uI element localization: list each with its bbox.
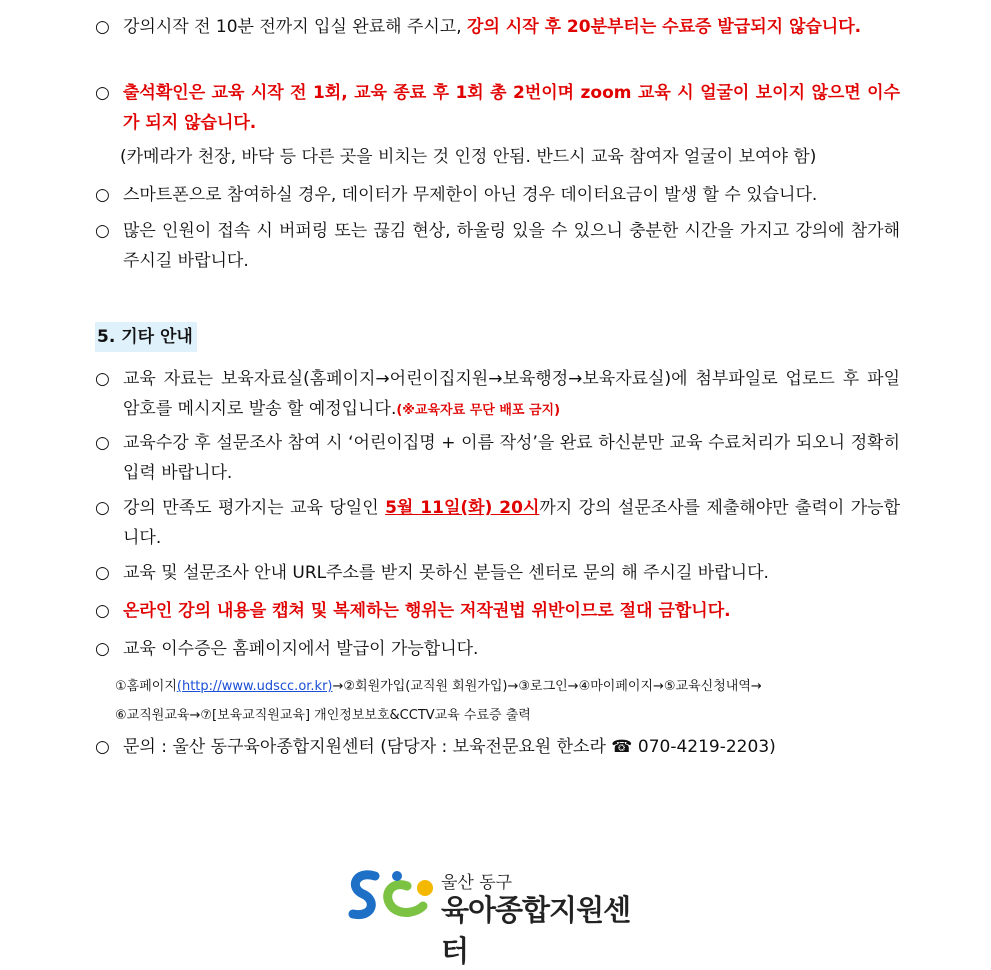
deadline-after: 까지 강의 설문조사를 제출해야만 출력이 가능합니다. bbox=[123, 498, 900, 548]
bullet-circle-icon: ○ bbox=[95, 498, 110, 518]
notice-smartphone bbox=[95, 180, 900, 210]
center-logo bbox=[345, 862, 655, 968]
notice-url bbox=[95, 558, 900, 588]
certificate-text: 교육 이수증은 홈페이지에서 발급이 가능합니다. bbox=[123, 639, 479, 659]
url-notice-text: 교육 및 설문조사 안내 URL주소를 받지 못하신 분들은 센터로 문의 해 주시길 바랍니다. bbox=[123, 563, 769, 583]
entry-time-text: 강의시작 전 10분 전까지 입실 완료해 주시고, bbox=[123, 17, 468, 37]
materials-warning: (※교육자료 무단 배포 금지) bbox=[396, 403, 561, 418]
logo-emblem-icon bbox=[345, 862, 440, 924]
notice-entry-time bbox=[95, 12, 900, 42]
logo-title: 육아종합지원센터 bbox=[441, 893, 631, 968]
notice-contact bbox=[95, 732, 900, 762]
bullet-circle-icon: ○ bbox=[95, 185, 110, 205]
bullet-circle-icon: ○ bbox=[95, 17, 110, 37]
survey-text: 교육수강 후 설문조사 참여 시 ‘어린이집명 + 이름 작성’을 완료 하신분만 교육 수료처리가 되오니 정확히 입력 바랍니다. bbox=[123, 433, 900, 483]
contact-phone: 070-4219-2203) bbox=[632, 737, 776, 757]
bullet-circle-icon: ○ bbox=[95, 221, 110, 241]
notice-copyright bbox=[95, 596, 900, 626]
notice-attendance bbox=[95, 78, 900, 138]
steps-line-2: ⑥교직원교육→⑦[보육교직원교육] 개인정보보호&CCTV교육 수료증 출력 bbox=[115, 708, 531, 723]
buffering-text: 많은 인원이 접속 시 버퍼링 또는 끊김 현상, 하울링 있을 수 있으니 충분한 시간을 가지고 강의에 참가해주시길 바랍니다. bbox=[123, 221, 900, 271]
bullet-circle-icon: ○ bbox=[95, 563, 110, 583]
bullet-circle-icon: ○ bbox=[95, 83, 110, 103]
contact-text: 문의 : 울산 동구육아종합지원센터 (담당자 : 보육전문요원 한소라 bbox=[123, 737, 612, 757]
deadline-before: 강의 만족도 평가지는 교육 당일인 bbox=[123, 498, 386, 518]
notice-survey bbox=[95, 428, 900, 488]
steps-suffix: →②회원가입(교직원 회원가입)→③로그인→④마이페이지→⑤교육신청내역→ bbox=[332, 679, 762, 694]
logo-subtitle: 울산 동구 bbox=[441, 873, 513, 893]
bullet-circle-icon: ○ bbox=[95, 601, 110, 621]
bullet-circle-icon: ○ bbox=[95, 639, 110, 659]
notice-buffering bbox=[95, 216, 900, 276]
steps-line-1 bbox=[115, 674, 762, 700]
bullet-circle-icon: ○ bbox=[95, 433, 110, 453]
section-title: 5. 기타 안내 bbox=[95, 322, 197, 352]
materials-text: 교육 자료는 보육자료실(홈페이지→어린이집지원→보육행정→보육자료실)에 첨부파일로 업로드 후 파일 암호를 메시지로 발송 할 예정입니다. bbox=[123, 369, 900, 419]
phone-icon: ☎ bbox=[611, 737, 633, 757]
deadline-date: 5월 11일(화) 20시 bbox=[385, 498, 540, 518]
bullet-circle-icon: ○ bbox=[95, 369, 110, 389]
notice-certificate bbox=[95, 634, 900, 664]
bullet-circle-icon: ○ bbox=[95, 737, 110, 757]
entry-time-warning: 강의 시작 후 20분부터는 수료증 발급되지 않습니다. bbox=[467, 17, 862, 37]
smartphone-text: 스마트폰으로 참여하실 경우, 데이터가 무제한이 아닌 경우 데이터요금이 발생 할 수 있습니다. bbox=[123, 185, 818, 205]
notice-materials bbox=[95, 364, 900, 426]
copyright-warning: 온라인 강의 내용을 캡쳐 및 복제하는 행위는 저작권법 위반이므로 절대 금합니다. bbox=[123, 601, 731, 621]
attendance-warning: 출석확인은 교육 시작 전 1회, 교육 종료 후 1회 총 2번이며 zoom 교육 시 얼굴이 보이지 않으면 이수가 되지 않습니다. bbox=[123, 83, 900, 133]
notice-deadline bbox=[95, 493, 900, 553]
homepage-link[interactable]: (http://www.udscc.or.kr) bbox=[176, 679, 333, 694]
steps-prefix: ①홈페이지 bbox=[115, 679, 177, 694]
camera-note: (카메라가 천장, 바닥 등 다른 곳을 비치는 것 인정 안됨. 반드시 교육 참여자 얼굴이 보여야 함) bbox=[120, 147, 817, 167]
